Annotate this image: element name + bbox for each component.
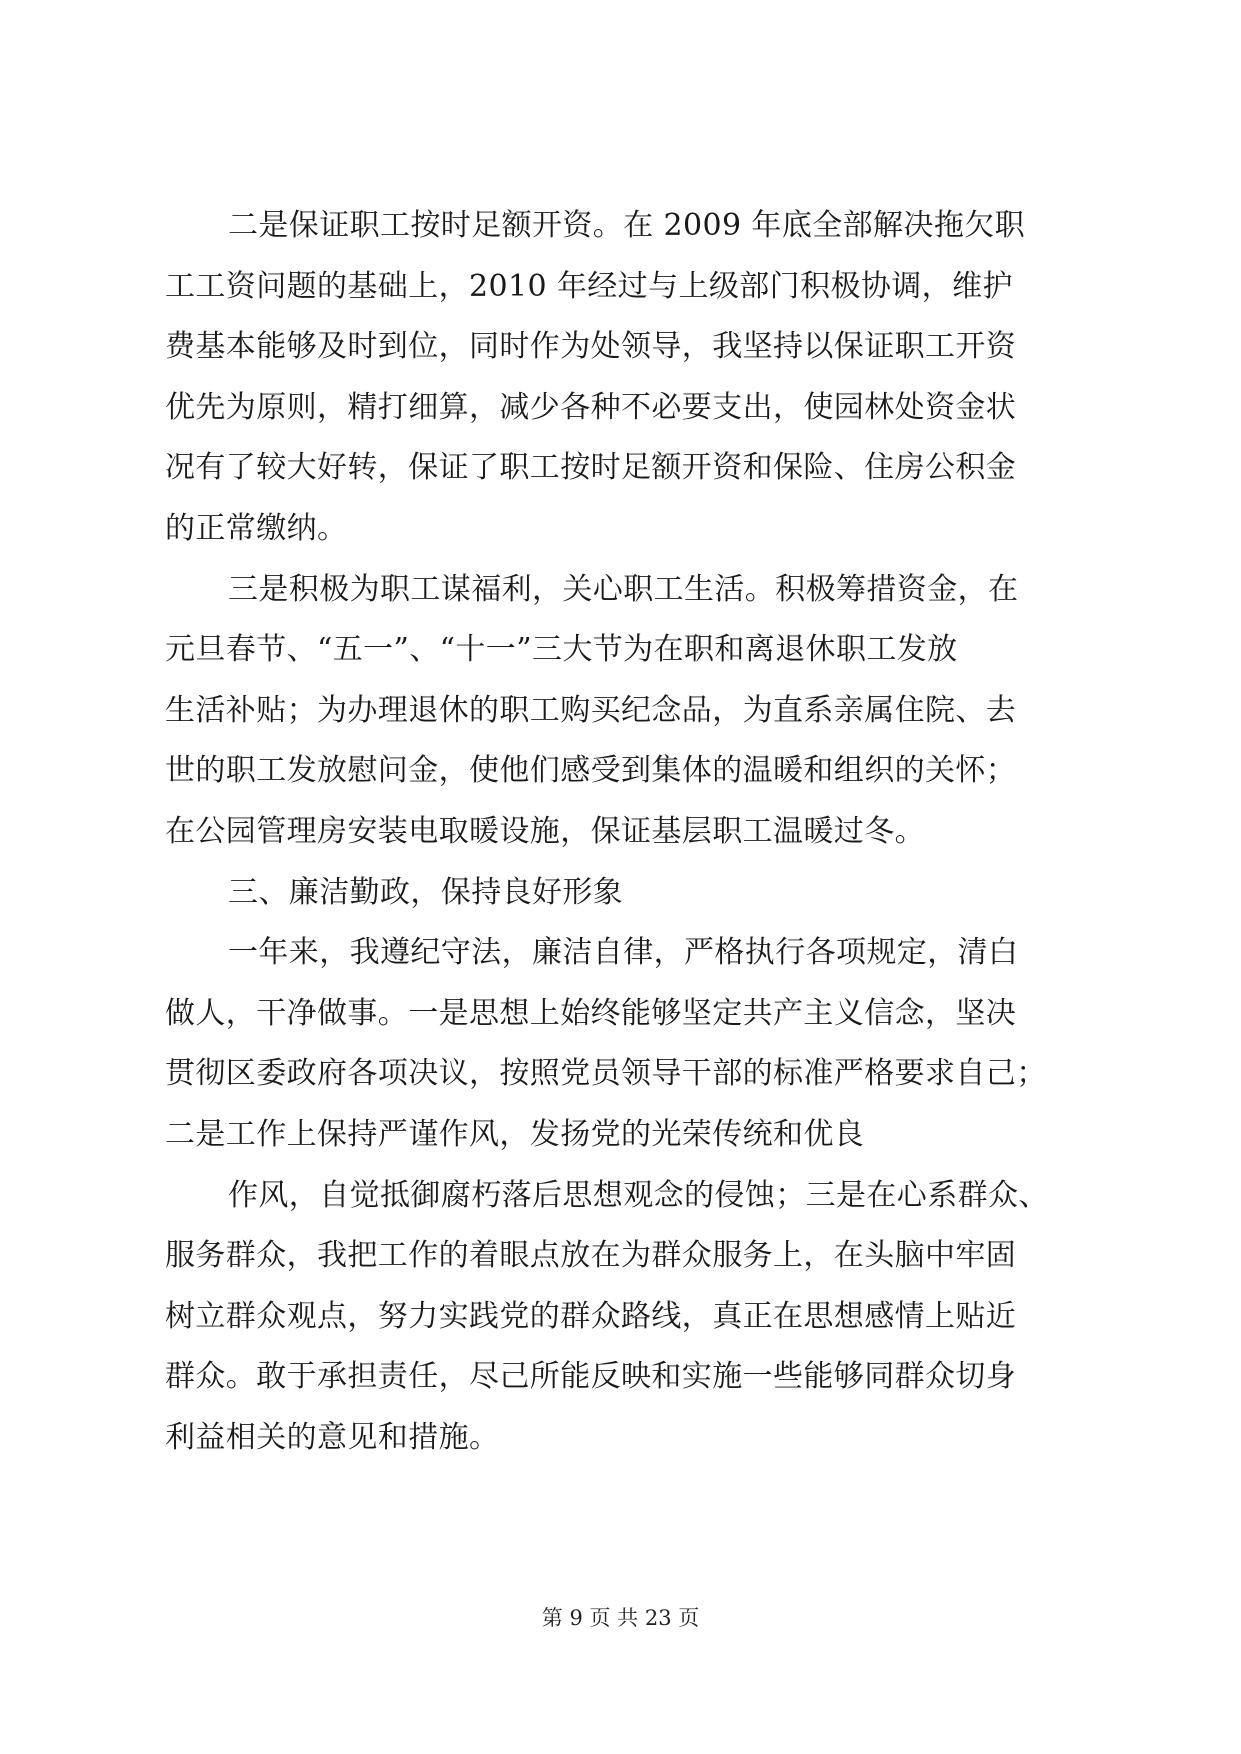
text-line: 二是保证职工按时足额开资。在 2009 年底全部解决拖欠职 <box>228 208 1026 243</box>
text-line: 世的职工发放慰问金，使他们感受到集体的温暖和组织的关怀； <box>165 753 1017 789</box>
text-line: 三是积极为职工谋福利，关心职工生活。积极筹措资金，在 <box>228 571 1019 607</box>
text-line: 在公园管理房安装电取暖设施，保证基层职工温暖过冬。 <box>165 813 925 849</box>
text-line: 的正常缴纳。 <box>165 510 348 546</box>
text-line: 优先为原则，精打细算，减少各种不必要支出，使园林处资金状 <box>165 389 1017 425</box>
text-line: 作风，自觉抵御腐朽落后思想观念的侵蚀；三是在心系群众、 <box>228 1177 1049 1213</box>
text-line: 服务群众，我把工作的着眼点放在为群众服务上，在头脑中牢固 <box>165 1238 1017 1274</box>
text-line: 费基本能够及时到位，同时作为处领导，我坚持以保证职工开资 <box>165 329 1017 365</box>
section-heading: 三、廉洁勤政，保持良好形象 <box>228 874 624 910</box>
text-line: 一年来，我遵纪守法，廉洁自律，严格执行各项规定，清白 <box>228 935 1019 971</box>
text-line: 做人，干净做事。一是思想上始终能够坚定共产主义信念，坚决 <box>165 995 1017 1031</box>
page-footer <box>0 1604 1241 1632</box>
text-line: 工工资问题的基础上，2010 年经过与上级部门积极协调，维护 <box>165 268 1013 304</box>
text-line: 利益相关的意见和措施。 <box>165 1419 500 1455</box>
text-line: 况有了较大好转，保证了职工按时足额开资和保险、住房公积金 <box>165 450 1017 486</box>
text-line: 生活补贴；为办理退休的职工购买纪念品，为直系亲属住院、去 <box>165 692 1017 728</box>
text-line: 树立群众观点，努力实践党的群众路线，真正在思想感情上贴近 <box>165 1298 1017 1334</box>
text-line: 贯彻区委政府各项决议，按照党员领导干部的标准严格要求自己； <box>165 1056 1047 1092</box>
text-line: 元旦春节、“五一”、“十一”三大节为在职和离退休职工发放 <box>165 632 958 668</box>
text-line: 二是工作上保持严谨作风，发扬党的光荣传统和优良 <box>165 1116 865 1152</box>
document-body <box>165 196 1095 1468</box>
page-number: 第 9 页 共 23 页 <box>541 1606 700 1630</box>
text-line: 群众。敢于承担责任，尽己所能反映和实施一些能够同群众切身 <box>165 1359 1017 1395</box>
